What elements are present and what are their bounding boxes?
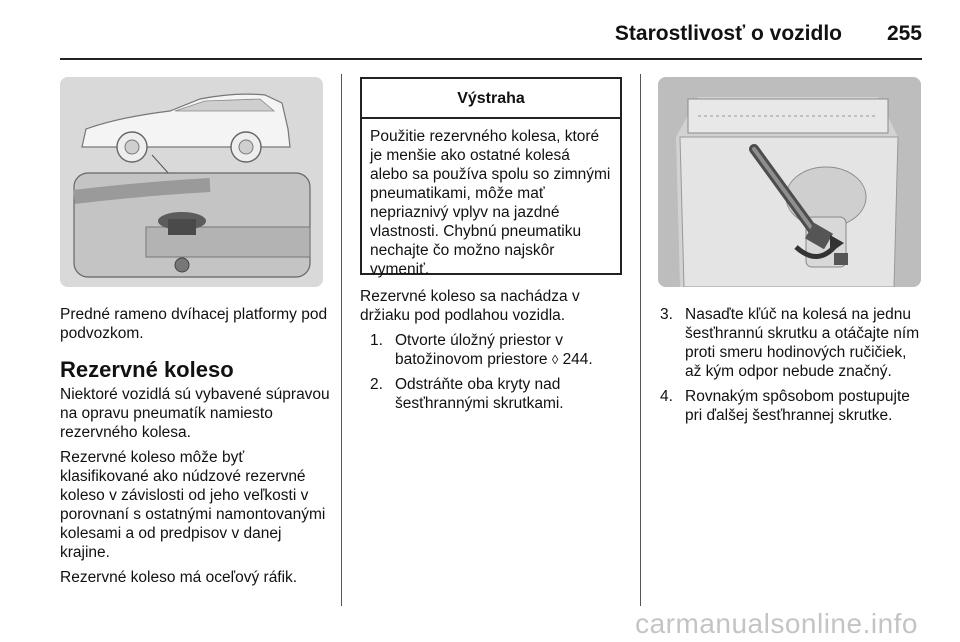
step-item [370,375,630,413]
step-text: Rovnakým spôsobom postupujte pri ďalšej šesťhrannej skrutke. [685,388,910,424]
left-column [60,305,330,593]
page-number: 255 [886,22,922,45]
page-reference-icon: ◊ [551,352,559,367]
right-column [660,305,922,431]
warning-title: Výstraha [362,79,620,119]
step-text: Otvorte úložný priestor v batožinovom priestore [395,332,563,368]
column-divider-left [341,74,342,606]
steps-list-middle [360,331,630,413]
lift-platform-illustration [60,77,323,287]
header-rule [60,58,922,60]
paragraph-emergency-spare: Rezervné koleso môže byť klasifikované ako núdzové rezervné koleso v závislosti od jeho veľkosti v porovnaní s ostatnými namontovanými kolesami a od predpisov v danej krajine. [60,449,326,561]
wheel-wrench-drawing [658,77,921,287]
section-heading: Rezervné koleso [60,357,234,382]
middle-column [360,287,630,419]
step-number: 4. [660,388,673,405]
step-text: Odstráňte oba kryty nad šesťhrannými skrutkami. [395,376,564,412]
figure-caption: Predné rameno dvíhacej platformy pod podvozkom. [60,306,328,342]
paragraph-steel-rim: Rezervné koleso má oceľový ráfik. [60,569,298,586]
page-title: Starostlivosť o vozidlo [614,22,842,45]
step-number: 3. [660,306,673,323]
step-item [660,305,922,381]
warning-text: Použitie rezervného kolesa, ktoré je menšie ako ostatné kolesá alebo sa používa spolu so zimnými pneumatikami, môže mať nepriaznivý vplyv na jazdné vlastnosti. Chybnú pneumatiku nechajte čo možno najskôr vymeniť. [370,128,611,278]
spare-location-intro: Rezervné koleso sa nachádza v držiaku pod podlahou vozidla. [360,288,580,324]
step-number: 2. [370,376,383,393]
wheel-wrench-illustration [658,77,921,287]
step-item [660,387,922,425]
warning-box [360,77,622,278]
page-reference-number: 244. [562,351,593,368]
page-header [60,12,922,60]
column-divider-right [640,74,641,606]
step-text: Nasaďte kľúč na kolesá na jednu šesťhrannú skrutku a otáčajte ním proti smeru hodinových ručičiek, až kým odpor nebude značný. [685,306,920,380]
lift-platform-drawing [60,77,323,287]
steps-list-right [660,305,922,425]
step-item [370,331,630,369]
watermark: carmanualsonline.info [635,608,918,639]
step-number: 1. [370,332,383,349]
paragraph-repair-kit: Niektoré vozidlá sú vybavené súpravou na opravu pneumatík namiesto rezervného kolesa. [60,386,330,441]
